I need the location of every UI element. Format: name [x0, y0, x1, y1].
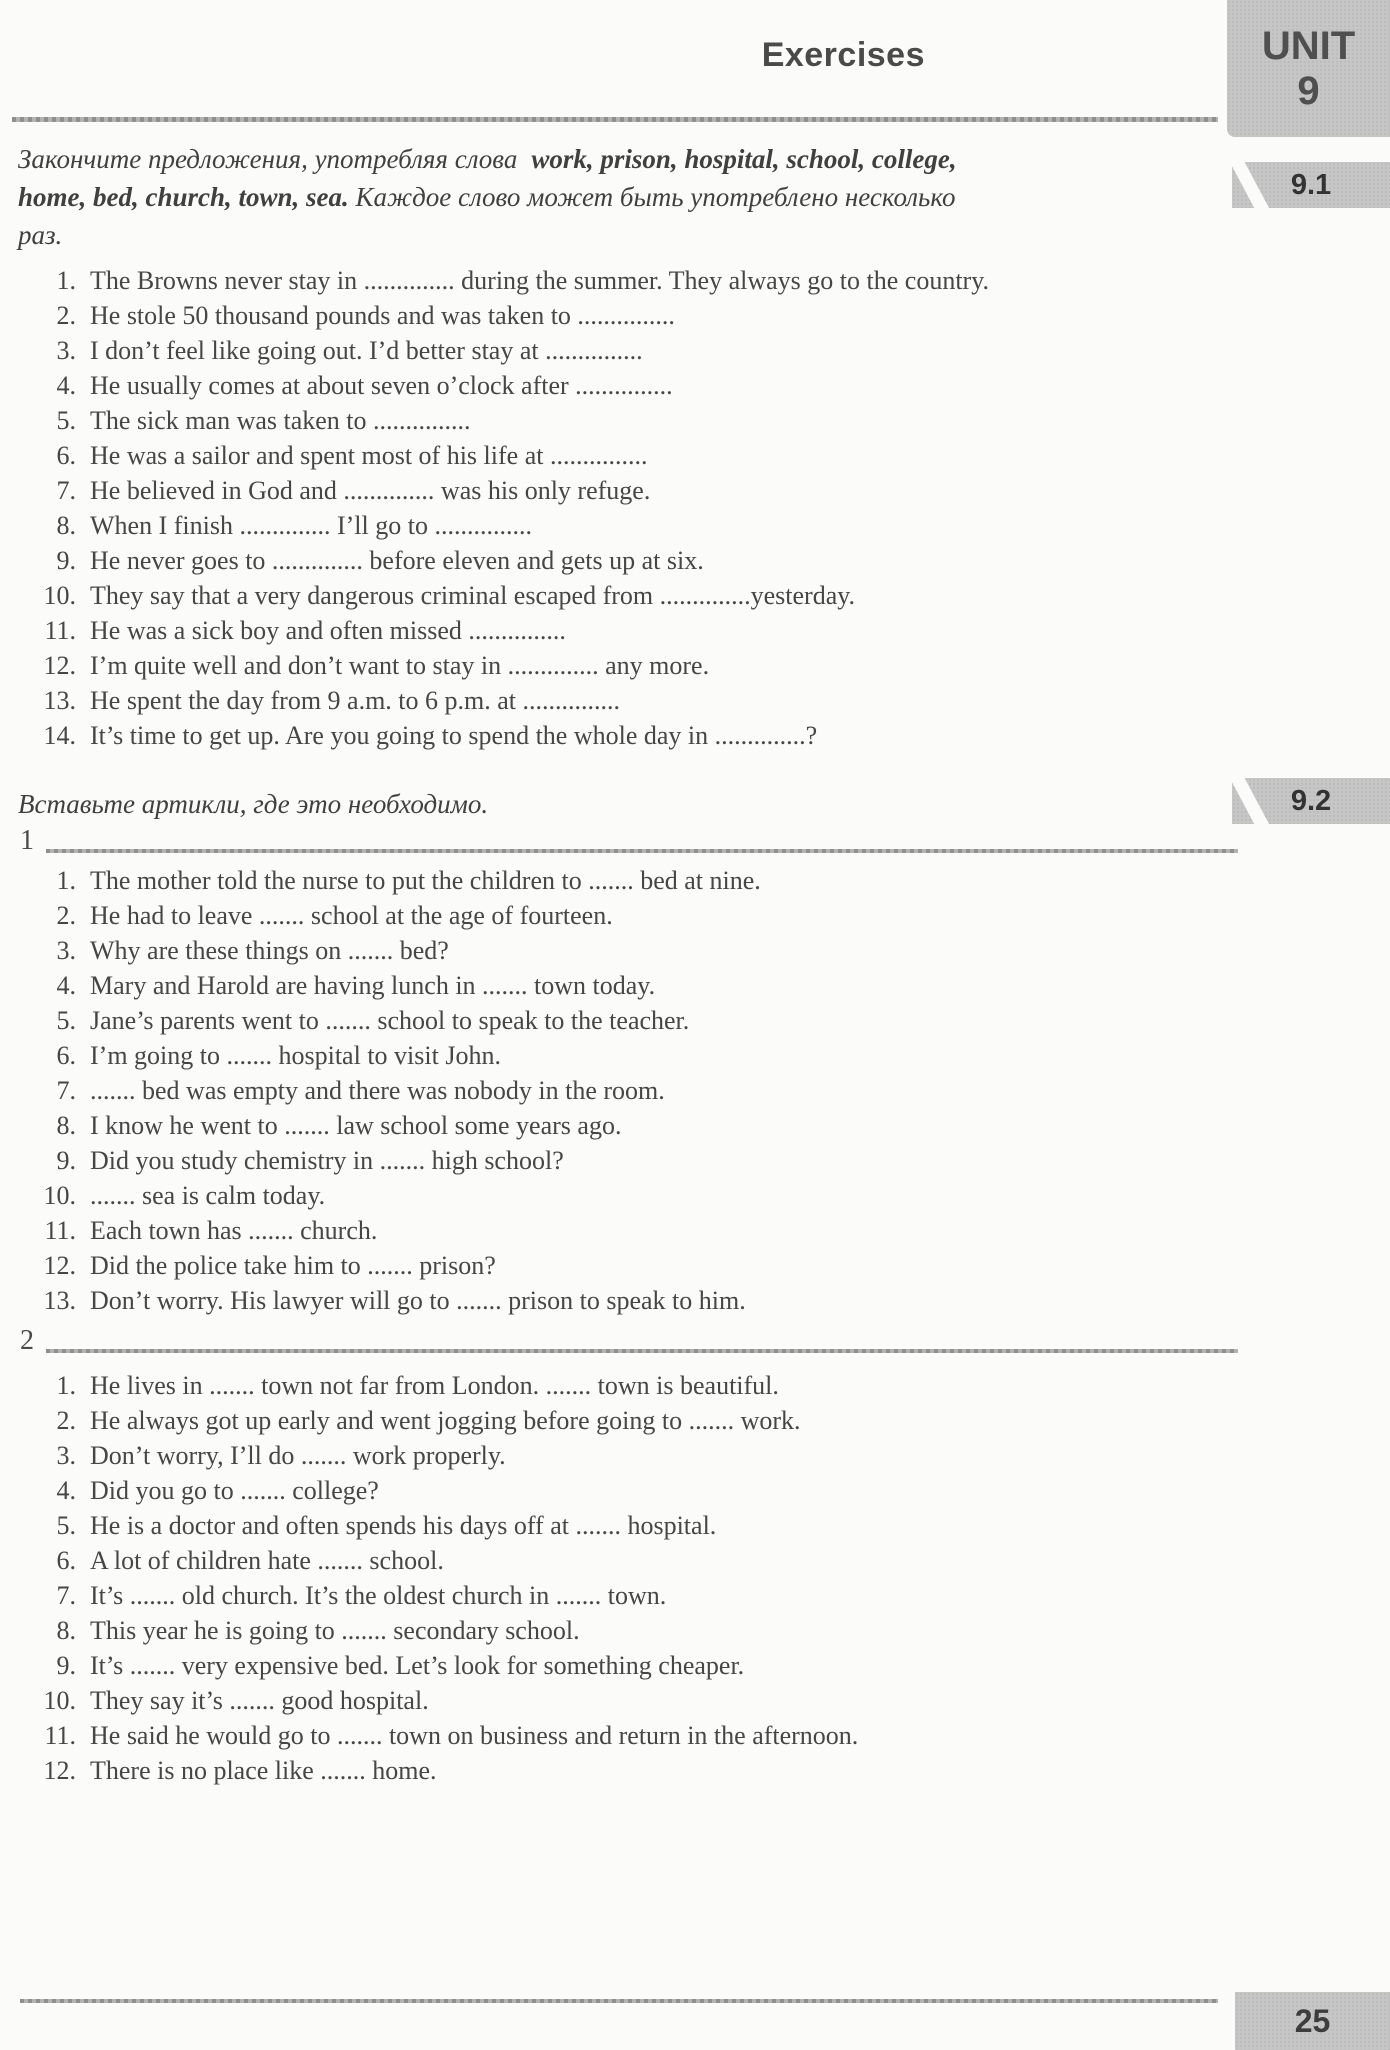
item-number: 6. [56, 441, 76, 470]
item-number: 1. [56, 866, 76, 895]
item-text: It’s time to get up. Are you going to spend the whole day in ..............? [90, 721, 818, 750]
exercise-item [20, 1283, 1210, 1318]
exercise-item [20, 1543, 1210, 1578]
exercise-item [20, 368, 1210, 403]
item-text: He spent the day from 9 a.m. to 6 p.m. at ............... [90, 686, 621, 715]
exercise-item [20, 438, 1210, 473]
instruction-9-1-lead: Закончите предложения, употребляя слова [18, 144, 518, 174]
exercise-item [20, 1038, 1210, 1073]
item-number: 1. [56, 1371, 76, 1400]
exercise-item [20, 1753, 1210, 1788]
page-header-title: Exercises [761, 36, 925, 74]
item-number: 13. [43, 686, 76, 715]
exercise-item [20, 1178, 1210, 1213]
item-text: Did you study chemistry in ....... high school? [90, 1146, 564, 1175]
item-number: 6. [56, 1041, 76, 1070]
exercise-item [20, 863, 1210, 898]
item-number: 3. [56, 936, 76, 965]
item-text: He believed in God and .............. was his only refuge. [90, 476, 651, 505]
part-1-label: 1 [20, 825, 34, 856]
item-number: 3. [56, 1441, 76, 1470]
item-text: This year he is going to ....... secondary school. [90, 1616, 580, 1645]
item-number: 7. [56, 476, 76, 505]
item-number: 11. [44, 1216, 76, 1245]
item-text: Don’t worry. His lawyer will go to ....... prison to speak to him. [90, 1286, 746, 1315]
item-text: I’m quite well and don’t want to stay in .............. any more. [90, 651, 710, 680]
instruction-9-2: Вставьте артикли, где это необходимо. [18, 789, 489, 819]
exercise-item [20, 1578, 1210, 1613]
page-number-box [1235, 1992, 1390, 2050]
exercise-9-2-part-1-list [20, 863, 1210, 1318]
item-number: 8. [56, 511, 76, 540]
instruction-9-1-wordlist: work, prison, hospital, school, college, home, bed, church, town, sea. [18, 144, 957, 212]
item-text: I know he went to ....... law school some years ago. [90, 1111, 622, 1140]
exercise-item [20, 508, 1210, 543]
exercise-item [20, 1403, 1210, 1438]
exercise-item [20, 1368, 1210, 1403]
item-number: 8. [56, 1616, 76, 1645]
item-number: 9. [56, 1651, 76, 1680]
part-2-rule [46, 1349, 1238, 1353]
item-text: He is a doctor and often spends his days off at ....... hospital. [90, 1511, 717, 1540]
item-number: 9. [56, 546, 76, 575]
item-text: He was a sailor and spent most of his life at ............... [90, 441, 648, 470]
item-text: They say it’s ....... good hospital. [90, 1686, 429, 1715]
exercise-9-2-part-2-list [20, 1368, 1210, 1788]
item-text: There is no place like ....... home. [90, 1756, 437, 1785]
item-text: It’s ....... very expensive bed. Let’s look for something cheaper. [90, 1651, 745, 1680]
item-text: He never goes to .............. before eleven and gets up at six. [90, 546, 704, 575]
item-number: 12. [43, 1756, 76, 1785]
item-text: Did the police take him to ....... prison? [90, 1251, 496, 1280]
item-number: 7. [56, 1076, 76, 1105]
section-badge-9-2 [1232, 778, 1390, 824]
exercise-item [20, 1648, 1210, 1683]
exercise-item [20, 1073, 1210, 1108]
exercise-item [20, 1248, 1210, 1283]
item-number: 12. [43, 651, 76, 680]
item-number: 4. [56, 1476, 76, 1505]
exercise-item [20, 1683, 1210, 1718]
item-text: I’m going to ....... hospital to visit John. [90, 1041, 501, 1070]
unit-number: 9 [1297, 68, 1320, 113]
item-number: 1. [56, 266, 76, 295]
item-text: Each town has ....... church. [90, 1216, 378, 1245]
item-text: When I finish .............. I’ll go to ............... [90, 511, 532, 540]
item-text: The sick man was taken to ............... [90, 406, 471, 435]
item-number: 4. [56, 971, 76, 1000]
item-number: 10. [43, 1181, 76, 1210]
item-text: He had to leave ....... school at the age of fourteen. [90, 901, 613, 930]
instruction-9-1 [18, 140, 968, 254]
exercise-item [20, 473, 1210, 508]
item-text: I don’t feel like going out. I’d better stay at ............... [90, 336, 643, 365]
item-text: Don’t worry, I’ll do ....... work properly. [90, 1441, 506, 1470]
exercise-item [20, 298, 1210, 333]
section-badge-9-1-label: 9.1 [1290, 168, 1332, 201]
exercise-item [20, 543, 1210, 578]
exercise-item [20, 1213, 1210, 1248]
exercise-item [20, 1108, 1210, 1143]
section-badge-9-1 [1232, 162, 1390, 208]
item-text: Jane’s parents went to ....... school to speak to the teacher. [90, 1006, 690, 1035]
page-number: 25 [1294, 2002, 1331, 2039]
unit-label: UNIT [1261, 23, 1356, 68]
item-number: 5. [56, 1006, 76, 1035]
part-1-rule [46, 849, 1238, 853]
exercise-item [20, 1143, 1210, 1178]
exercise-item [20, 718, 1210, 753]
exercise-item [20, 898, 1210, 933]
item-number: 4. [56, 371, 76, 400]
item-number: 3. [56, 336, 76, 365]
item-text: It’s ....... old church. It’s the oldest church in ....... town. [90, 1581, 667, 1610]
exercise-item [20, 578, 1210, 613]
item-number: 11. [44, 616, 76, 645]
footer-divider-rule [20, 1999, 1218, 2003]
item-text: They say that a very dangerous criminal escaped from ..............yesterday. [90, 581, 856, 610]
exercise-item [20, 613, 1210, 648]
exercise-item [20, 648, 1210, 683]
section-badge-9-2-label: 9.2 [1290, 784, 1332, 817]
exercise-item [20, 333, 1210, 368]
instruction-9-1-tail: Каждое слово может быть употреблено несколько раз. [18, 182, 956, 250]
exercise-item [20, 1613, 1210, 1648]
exercise-9-1-list [20, 263, 1210, 753]
item-text: ....... sea is calm today. [90, 1181, 326, 1210]
item-text: He was a sick boy and often missed ............... [90, 616, 566, 645]
part-2-label: 2 [20, 1325, 34, 1356]
item-text: He said he would go to ....... town on business and return in the afternoon. [90, 1721, 859, 1750]
item-text: He usually comes at about seven o’clock after ............... [90, 371, 673, 400]
item-number: 10. [43, 1686, 76, 1715]
item-number: 6. [56, 1546, 76, 1575]
item-number: 14. [43, 721, 76, 750]
exercise-item [20, 1508, 1210, 1543]
item-number: 2. [56, 901, 76, 930]
item-number: 12. [43, 1251, 76, 1280]
item-text: He always got up early and went jogging before going to ....... work. [90, 1406, 801, 1435]
item-number: 5. [56, 406, 76, 435]
item-number: 10. [43, 581, 76, 610]
exercise-item [20, 933, 1210, 968]
item-number: 11. [44, 1721, 76, 1750]
item-number: 2. [56, 1406, 76, 1435]
item-text: The Browns never stay in .............. during the summer. They always go to the country. [90, 266, 990, 295]
item-text: The mother told the nurse to put the children to ....... bed at nine. [90, 866, 761, 895]
item-number: 9. [56, 1146, 76, 1175]
exercise-item [20, 263, 1210, 298]
item-text: A lot of children hate ....... school. [90, 1546, 444, 1575]
item-text: ....... bed was empty and there was nobody in the room. [90, 1076, 665, 1105]
item-number: 8. [56, 1111, 76, 1140]
item-text: Did you go to ....... college? [90, 1476, 379, 1505]
exercise-item [20, 1473, 1210, 1508]
exercise-item [20, 683, 1210, 718]
item-text: He lives in ....... town not far from London. ....... town is beautiful. [90, 1371, 779, 1400]
exercise-item [20, 403, 1210, 438]
exercise-item [20, 1718, 1210, 1753]
item-number: 2. [56, 301, 76, 330]
item-text: He stole 50 thousand pounds and was taken to ............... [90, 301, 675, 330]
item-number: 13. [43, 1286, 76, 1315]
exercise-item [20, 1003, 1210, 1038]
item-number: 5. [56, 1511, 76, 1540]
item-text: Mary and Harold are having lunch in ....... town today. [90, 971, 656, 1000]
unit-badge [1227, 0, 1390, 137]
header-divider-rule [12, 117, 1218, 122]
exercise-item [20, 1438, 1210, 1473]
item-text: Why are these things on ....... bed? [90, 936, 449, 965]
item-number: 7. [56, 1581, 76, 1610]
exercise-item [20, 968, 1210, 1003]
